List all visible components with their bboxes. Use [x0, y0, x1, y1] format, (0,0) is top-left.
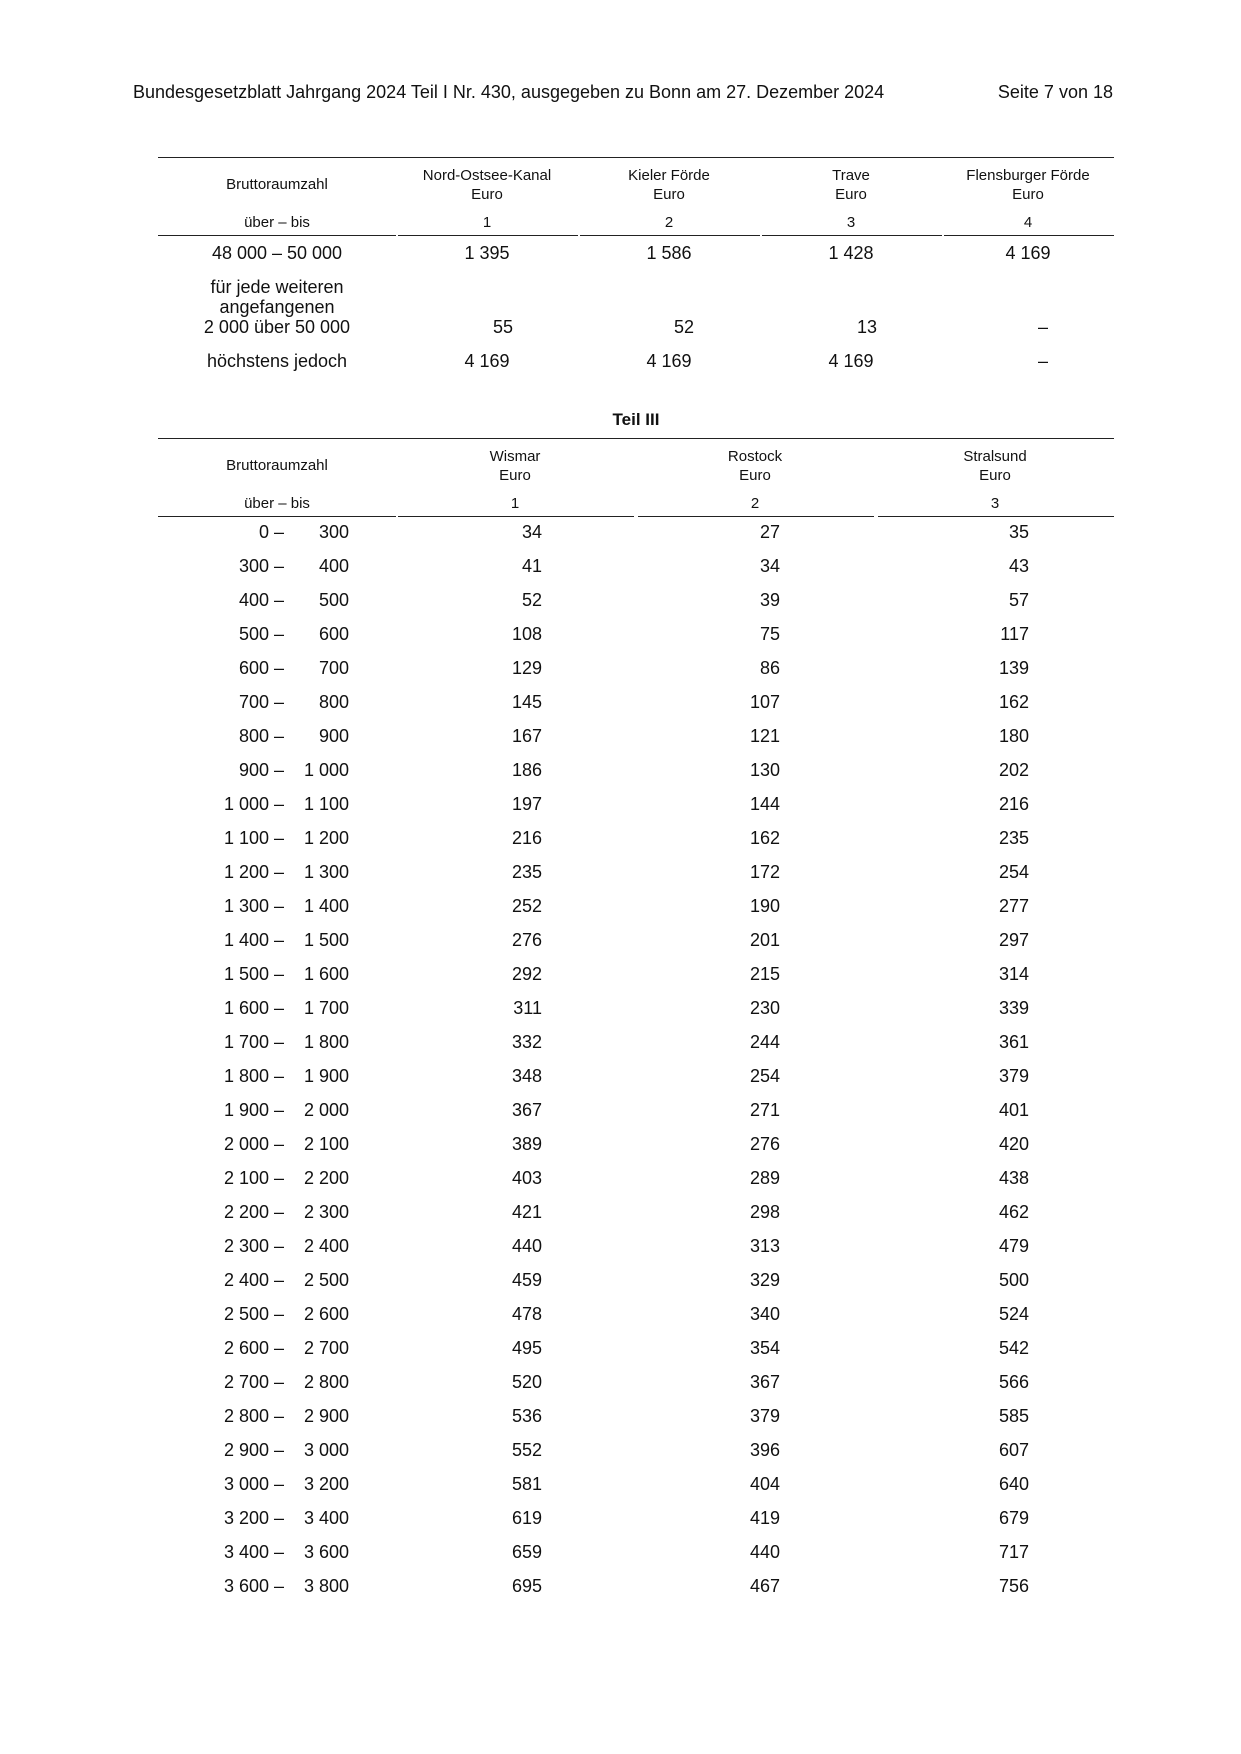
table-cell: 401: [998, 1100, 1029, 1120]
table-cell: 52: [673, 317, 694, 337]
table-cell: 297: [998, 930, 1029, 950]
table-cell: 478: [511, 1304, 542, 1324]
table-cell: 552: [511, 1440, 542, 1460]
column-header-number: 1: [510, 495, 520, 512]
row-label-line: für jede weiteren: [210, 277, 344, 297]
column-header-number: über – bis: [244, 495, 310, 512]
table-cell: 190: [749, 896, 780, 916]
range-to: 1 700: [303, 998, 349, 1018]
range-to: 3 600: [303, 1542, 349, 1562]
table-cell: 197: [511, 794, 542, 814]
table-cell: 27: [759, 522, 780, 542]
column-header-unit: Euro: [979, 467, 1011, 484]
range-from: 300 –: [238, 556, 284, 576]
column-header-name: Stralsund: [963, 448, 1027, 465]
table-row: [158, 1202, 1114, 1236]
range-to: 900: [318, 726, 349, 746]
table-cell: 172: [749, 862, 780, 882]
table-row: [158, 1236, 1114, 1270]
table-cell: 1 395: [464, 243, 510, 263]
table-row: [158, 760, 1114, 794]
range-to: 1 400: [303, 896, 349, 916]
table-row: [158, 1168, 1114, 1202]
column-header-unit: Euro: [471, 186, 503, 203]
table-cell: 34: [759, 556, 780, 576]
table-cell: 403: [511, 1168, 542, 1188]
column-header-number: 2: [750, 495, 760, 512]
table-cell: 367: [511, 1100, 542, 1120]
table-cell: 108: [511, 624, 542, 644]
range-to: 2 800: [303, 1372, 349, 1392]
table-cell: 438: [998, 1168, 1029, 1188]
table-cell: 340: [749, 1304, 780, 1324]
table-cell: 130: [749, 760, 780, 780]
table-cell: 43: [1008, 556, 1029, 576]
table-cell: 235: [998, 828, 1029, 848]
column-header-number: 3: [846, 214, 856, 231]
table-row: [158, 1508, 1114, 1542]
table-cell: 467: [749, 1576, 780, 1596]
range-to: 1 100: [303, 794, 349, 814]
range-to: 1 000: [303, 760, 349, 780]
table-cell: 379: [749, 1406, 780, 1426]
table-cell: 57: [1008, 590, 1029, 610]
range-from: 3 400 –: [223, 1542, 284, 1562]
table-row: [158, 1406, 1114, 1440]
table-cell: 4 169: [1005, 243, 1051, 263]
range-from: 1 100 –: [223, 828, 284, 848]
table-cell: 367: [749, 1372, 780, 1392]
table-cell: 139: [998, 658, 1029, 678]
table-cell: 276: [749, 1134, 780, 1154]
table-row: [158, 1066, 1114, 1100]
table-row: [158, 658, 1114, 692]
row-label-line: angefangenen: [219, 297, 335, 317]
range-from: 2 100 –: [223, 1168, 284, 1188]
column-header-underline: [878, 516, 1114, 517]
column-header-unit: Euro: [739, 467, 771, 484]
range-from: 900 –: [238, 760, 284, 780]
range-to: 1 600: [303, 964, 349, 984]
range-from: 3 000 –: [223, 1474, 284, 1494]
table-cell: 4 169: [464, 351, 510, 371]
range-to: 300: [318, 522, 349, 542]
column-header-unit: Euro: [1012, 186, 1044, 203]
table-cell: 121: [749, 726, 780, 746]
table-row: [158, 522, 1114, 556]
fee-table-part-3: [158, 404, 1114, 1604]
range-from: 1 700 –: [223, 1032, 284, 1052]
table-cell: 389: [511, 1134, 542, 1154]
page-header-title: Bundesgesetzblatt Jahrgang 2024 Teil I Nr. 430, ausgegeben zu Bonn am 27. Dezember 2024: [133, 82, 885, 102]
range-from: 700 –: [238, 692, 284, 712]
table-row: [158, 930, 1114, 964]
table-cell: 35: [1008, 522, 1029, 542]
range-from: 600 –: [238, 658, 284, 678]
range-from: 3 600 –: [223, 1576, 284, 1596]
table-row: [158, 1270, 1114, 1304]
column-header-underline: [944, 235, 1114, 236]
table-cell: 329: [749, 1270, 780, 1290]
table-row: [158, 1338, 1114, 1372]
table-cell: 117: [1000, 624, 1029, 644]
table-row: [158, 794, 1114, 828]
table-cell: 695: [511, 1576, 542, 1596]
range-from: 2 500 –: [223, 1304, 284, 1324]
table-cell: 107: [749, 692, 780, 712]
table-row: [158, 1440, 1114, 1474]
range-from: 1 500 –: [223, 964, 284, 984]
range-to: 600: [318, 624, 349, 644]
table-cell: 202: [998, 760, 1029, 780]
table-cell: 311: [513, 998, 542, 1018]
table-row: [158, 964, 1114, 998]
table-cell: 4 169: [646, 351, 692, 371]
table-cell: 201: [749, 930, 780, 950]
range-from: 400 –: [238, 590, 284, 610]
table-cell: 420: [998, 1134, 1029, 1154]
range-to: 2 400: [303, 1236, 349, 1256]
table-cell: 421: [511, 1202, 542, 1222]
table-cell: 396: [749, 1440, 780, 1460]
range-from: 500 –: [238, 624, 284, 644]
table-top-rule: [158, 157, 1114, 158]
range-from: 800 –: [238, 726, 284, 746]
range-to: 1 500: [303, 930, 349, 950]
table-cell: 459: [511, 1270, 542, 1290]
range-to: 800: [318, 692, 349, 712]
table-cell: 524: [998, 1304, 1029, 1324]
table-cell: 215: [749, 964, 780, 984]
table-row: [158, 828, 1114, 862]
table-row: [158, 726, 1114, 760]
range-to: 500: [318, 590, 349, 610]
column-header-name: Kieler Förde: [628, 167, 710, 184]
table-cell: 379: [998, 1066, 1029, 1086]
section-title: Teil III: [612, 410, 660, 429]
table-cell: 34: [521, 522, 542, 542]
row-label: 48 000 – 50 000: [211, 243, 343, 263]
table-cell: 86: [759, 658, 780, 678]
table-cell: 361: [998, 1032, 1029, 1052]
column-header-name: Wismar: [489, 448, 541, 465]
table-cell: 162: [749, 828, 780, 848]
range-from: 3 200 –: [223, 1508, 284, 1528]
table-cell: 186: [511, 760, 542, 780]
range-from: 1 400 –: [223, 930, 284, 950]
column-header-number: 3: [990, 495, 1000, 512]
table-cell: 440: [511, 1236, 542, 1256]
column-header-name: Bruttoraumzahl: [226, 176, 328, 193]
table-cell: 244: [749, 1032, 780, 1052]
table-cell: 607: [998, 1440, 1029, 1460]
range-to: 2 000: [303, 1100, 349, 1120]
column-header-underline: [158, 516, 396, 517]
table-cell: 145: [511, 692, 542, 712]
table-cell: 419: [749, 1508, 780, 1528]
range-from: 1 200 –: [223, 862, 284, 882]
table-cell: 4 169: [828, 351, 874, 371]
range-to: 700: [318, 658, 349, 678]
table-row: [158, 1576, 1114, 1610]
range-from: 1 800 –: [223, 1066, 284, 1086]
table-cell: 230: [749, 998, 780, 1018]
table-top-rule: [158, 438, 1114, 439]
table-row: [158, 1134, 1114, 1168]
column-header-name: Flensburger Förde: [966, 167, 1090, 184]
table-cell: 41: [521, 556, 542, 576]
table-cell: 332: [511, 1032, 542, 1052]
table-cell: 1 586: [646, 243, 692, 263]
range-from: 1 600 –: [223, 998, 284, 1018]
table-cell: 298: [749, 1202, 780, 1222]
table-cell: 314: [998, 964, 1029, 984]
table-cell: 277: [998, 896, 1029, 916]
table-cell: 254: [749, 1066, 780, 1086]
column-header-unit: Euro: [835, 186, 867, 203]
table-cell: 55: [492, 317, 513, 337]
table-cell: 640: [998, 1474, 1029, 1494]
table-row: [158, 692, 1114, 726]
column-header-unit: Euro: [499, 467, 531, 484]
table-row: [158, 896, 1114, 930]
table-cell: 144: [749, 794, 780, 814]
table-cell: 52: [521, 590, 542, 610]
range-to: 1 800: [303, 1032, 349, 1052]
range-from: 2 000 –: [223, 1134, 284, 1154]
table-cell: 276: [511, 930, 542, 950]
column-header-underline: [580, 235, 760, 236]
table-cell: 216: [511, 828, 542, 848]
range-to: 2 300: [303, 1202, 349, 1222]
table-cell: 581: [511, 1474, 542, 1494]
table-row: [158, 1032, 1114, 1066]
column-header-underline: [638, 516, 874, 517]
table-cell: 271: [749, 1100, 780, 1120]
column-header-name: Rostock: [727, 448, 783, 465]
range-to: 2 100: [303, 1134, 349, 1154]
range-from: 2 200 –: [223, 1202, 284, 1222]
table-cell: 180: [998, 726, 1029, 746]
column-header-name: Trave: [832, 167, 870, 184]
column-header-number: 2: [664, 214, 674, 231]
table-row: [158, 1542, 1114, 1576]
range-from: 1 300 –: [223, 896, 284, 916]
column-header-name: Nord-Ostsee-Kanal: [422, 167, 552, 184]
range-to: 2 200: [303, 1168, 349, 1188]
table-cell: 339: [998, 998, 1029, 1018]
row-label-line: 2 000 über 50 000: [203, 317, 351, 337]
table-cell: –: [1037, 351, 1048, 371]
range-to: 2 600: [303, 1304, 349, 1324]
range-from: 1 000 –: [223, 794, 284, 814]
table-cell: 520: [511, 1372, 542, 1392]
column-header-number: 4: [1023, 214, 1033, 231]
table-cell: 13: [856, 317, 877, 337]
table-cell: 619: [511, 1508, 542, 1528]
range-to: 1 300: [303, 862, 349, 882]
table-cell: 313: [749, 1236, 780, 1256]
table-cell: 75: [759, 624, 780, 644]
fee-table-part-2: [158, 157, 1114, 382]
range-to: 1 200: [303, 828, 349, 848]
table-cell: 216: [998, 794, 1029, 814]
table-cell: 404: [749, 1474, 780, 1494]
table-cell: 495: [511, 1338, 542, 1358]
column-header-underline: [158, 235, 396, 236]
range-from: 2 300 –: [223, 1236, 284, 1256]
table-cell: 659: [511, 1542, 542, 1562]
table-cell: 1 428: [828, 243, 874, 263]
table-cell: 679: [998, 1508, 1029, 1528]
table-cell: 500: [998, 1270, 1029, 1290]
table-row: [158, 556, 1114, 590]
table-cell: 252: [511, 896, 542, 916]
table-cell: 585: [998, 1406, 1029, 1426]
range-from: 2 600 –: [223, 1338, 284, 1358]
table-cell: 348: [511, 1066, 542, 1086]
range-from: 1 900 –: [223, 1100, 284, 1120]
table-cell: 235: [511, 862, 542, 882]
table-cell: 167: [511, 726, 542, 746]
range-from: 2 900 –: [223, 1440, 284, 1460]
range-from: 2 400 –: [223, 1270, 284, 1290]
table-cell: 479: [998, 1236, 1029, 1256]
table-cell: –: [1037, 317, 1048, 337]
table-cell: 162: [998, 692, 1029, 712]
range-from: 2 800 –: [223, 1406, 284, 1426]
range-to: 2 500: [303, 1270, 349, 1290]
column-header-underline: [398, 516, 634, 517]
range-from: 2 700 –: [223, 1372, 284, 1392]
page-number: Seite 7 von 18: [997, 82, 1113, 102]
range-from: 0 –: [258, 522, 284, 542]
table-cell: 566: [998, 1372, 1029, 1392]
range-to: 2 700: [303, 1338, 349, 1358]
table-cell: 756: [998, 1576, 1029, 1596]
range-to: 400: [318, 556, 349, 576]
table-cell: 289: [749, 1168, 780, 1188]
column-header-number: über – bis: [244, 214, 310, 231]
table-row: [158, 1304, 1114, 1338]
table-cell: 254: [998, 862, 1029, 882]
range-to: 3 200: [303, 1474, 349, 1494]
table-cell: 542: [998, 1338, 1029, 1358]
table-cell: 354: [749, 1338, 780, 1358]
range-to: 2 900: [303, 1406, 349, 1426]
table-row: [158, 998, 1114, 1032]
row-label: höchstens jedoch: [206, 351, 348, 371]
table-cell: 462: [998, 1202, 1029, 1222]
table-cell: 129: [511, 658, 542, 678]
range-to: 3 000: [303, 1440, 349, 1460]
column-header-unit: Euro: [653, 186, 685, 203]
table-row: [158, 1372, 1114, 1406]
table-row: [158, 590, 1114, 624]
table-row: [158, 1474, 1114, 1508]
column-header-number: 1: [482, 214, 492, 231]
table-row: [158, 624, 1114, 658]
range-to: 3 400: [303, 1508, 349, 1528]
table-row: [158, 1100, 1114, 1134]
table-cell: 536: [511, 1406, 542, 1426]
column-header-underline: [762, 235, 942, 236]
range-to: 1 900: [303, 1066, 349, 1086]
table-cell: 39: [759, 590, 780, 610]
column-header-underline: [398, 235, 578, 236]
column-header-name: Bruttoraumzahl: [226, 457, 328, 474]
table-cell: 717: [998, 1542, 1029, 1562]
table-row: [158, 862, 1114, 896]
table-cell: 292: [511, 964, 542, 984]
table-cell: 440: [749, 1542, 780, 1562]
range-to: 3 800: [303, 1576, 349, 1596]
